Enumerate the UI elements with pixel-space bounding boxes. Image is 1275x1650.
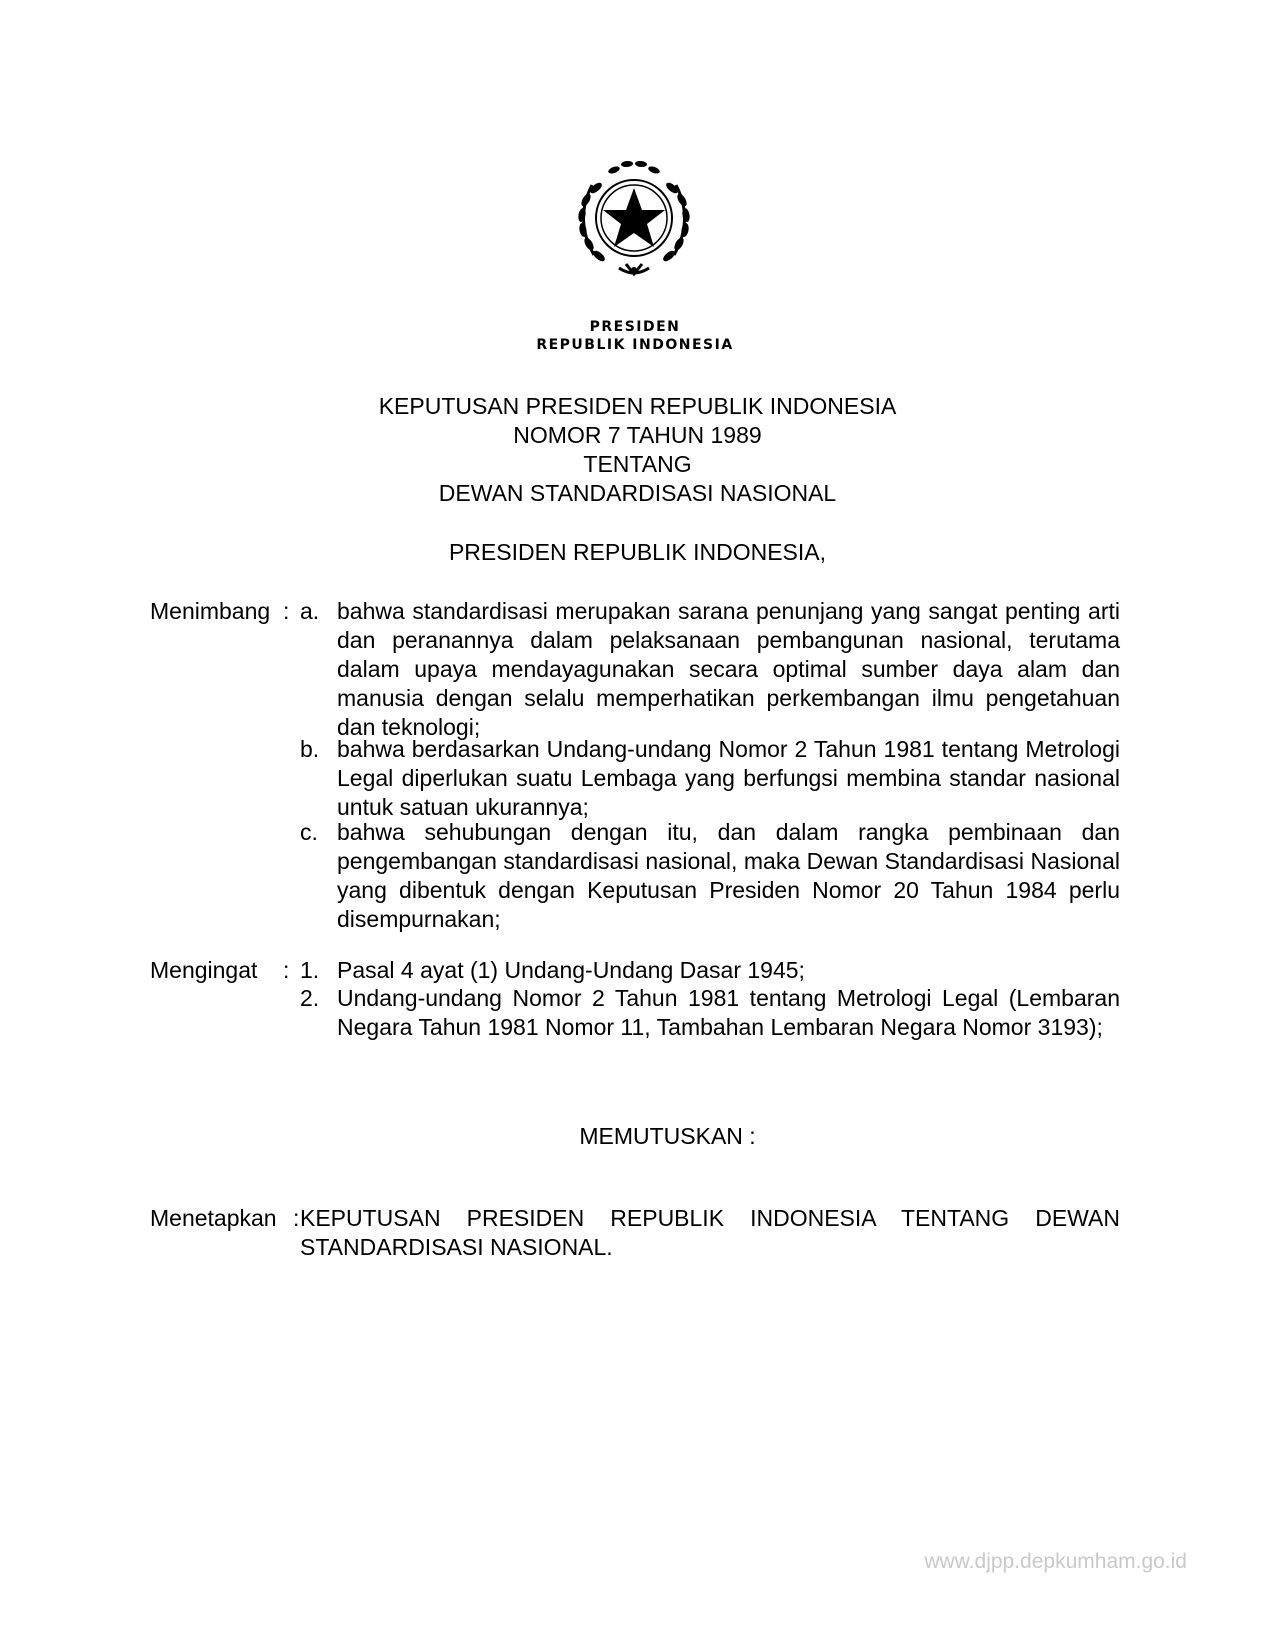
item-marker: 1. <box>300 957 320 983</box>
menetapkan-colon: : <box>293 1205 300 1231</box>
item-marker: a. <box>300 598 320 624</box>
menetapkan-text-block <box>300 1204 1120 1262</box>
seal-caption-line2: REPUBLIK INDONESIA <box>536 337 734 353</box>
menimbang-item-a <box>300 597 1120 742</box>
mengingat-label: Mengingat <box>150 957 258 983</box>
menimbang-item-c <box>300 818 1120 934</box>
item-text: bahwa sehubungan dengan itu, dan dalam rangka pembinaan dan pengembangan standardisasi nasional, maka Dewan Standardisasi Nasional yang dibentuk dengan Keputusan Presiden Nomor 20 Tahun 1984 perlu disempurnakan; <box>337 819 1120 932</box>
title-line-4: DEWAN STANDARDISASI NASIONAL <box>438 480 837 506</box>
item-marker: b. <box>300 736 320 762</box>
memutuskan-heading: MEMUTUSKAN : <box>579 1123 756 1149</box>
item-text: bahwa berdasarkan Undang-undang Nomor 2 Tahun 1981 tentang Metrologi Legal diperlukan suatu Lembaga yang berfungsi membina standar nasional untuk satuan ukurannya; <box>337 736 1120 820</box>
menimbang-item-b <box>300 735 1120 822</box>
item-text: bahwa standardisasi merupakan sarana penunjang yang sangat penting arti dan peranannya dalam pelaksanaan pembangunan nasional, terutama dalam upaya mendayagunakan secara optimal sumber daya alam dan manusia dengan selalu memperhatikan perkembangan ilmu pengetahuan dan teknologi; <box>337 598 1120 740</box>
mengingat-colon: : <box>283 957 290 983</box>
item-marker: c. <box>300 819 318 845</box>
seal-caption <box>500 318 770 354</box>
title-line-2: NOMOR 7 TAHUN 1989 <box>513 422 762 448</box>
document-title <box>300 392 975 508</box>
seal-caption-line1: PRESIDEN <box>589 319 681 335</box>
mengingat-item-1 <box>300 956 1120 985</box>
menimbang-colon: : <box>283 598 290 624</box>
menetapkan-text: KEPUTUSAN PRESIDEN REPUBLIK INDONESIA TENTANG DEWAN STANDARDISASI NASIONAL. <box>300 1205 1120 1260</box>
garuda-seal-icon <box>564 150 704 290</box>
menetapkan-label: Menetapkan <box>150 1205 277 1231</box>
item-text: Pasal 4 ayat (1) Undang-Undang Dasar 1945; <box>337 957 805 983</box>
menimbang-label: Menimbang <box>150 598 271 624</box>
watermark: www.djpp.depkumham.go.id <box>924 1550 1187 1573</box>
title-line-1: KEPUTUSAN PRESIDEN REPUBLIK INDONESIA <box>378 393 897 419</box>
title-line-3: TENTANG <box>583 451 692 477</box>
opening-line: PRESIDEN REPUBLIK INDONESIA, <box>448 539 827 565</box>
mengingat-item-2 <box>300 984 1120 1042</box>
item-text: Undang-undang Nomor 2 Tahun 1981 tentang Metrologi Legal (Lembaran Negara Tahun 1981 Nomor 11, Tambahan Lembaran Negara Nomor 3193); <box>337 985 1120 1040</box>
item-marker: 2. <box>300 985 320 1011</box>
